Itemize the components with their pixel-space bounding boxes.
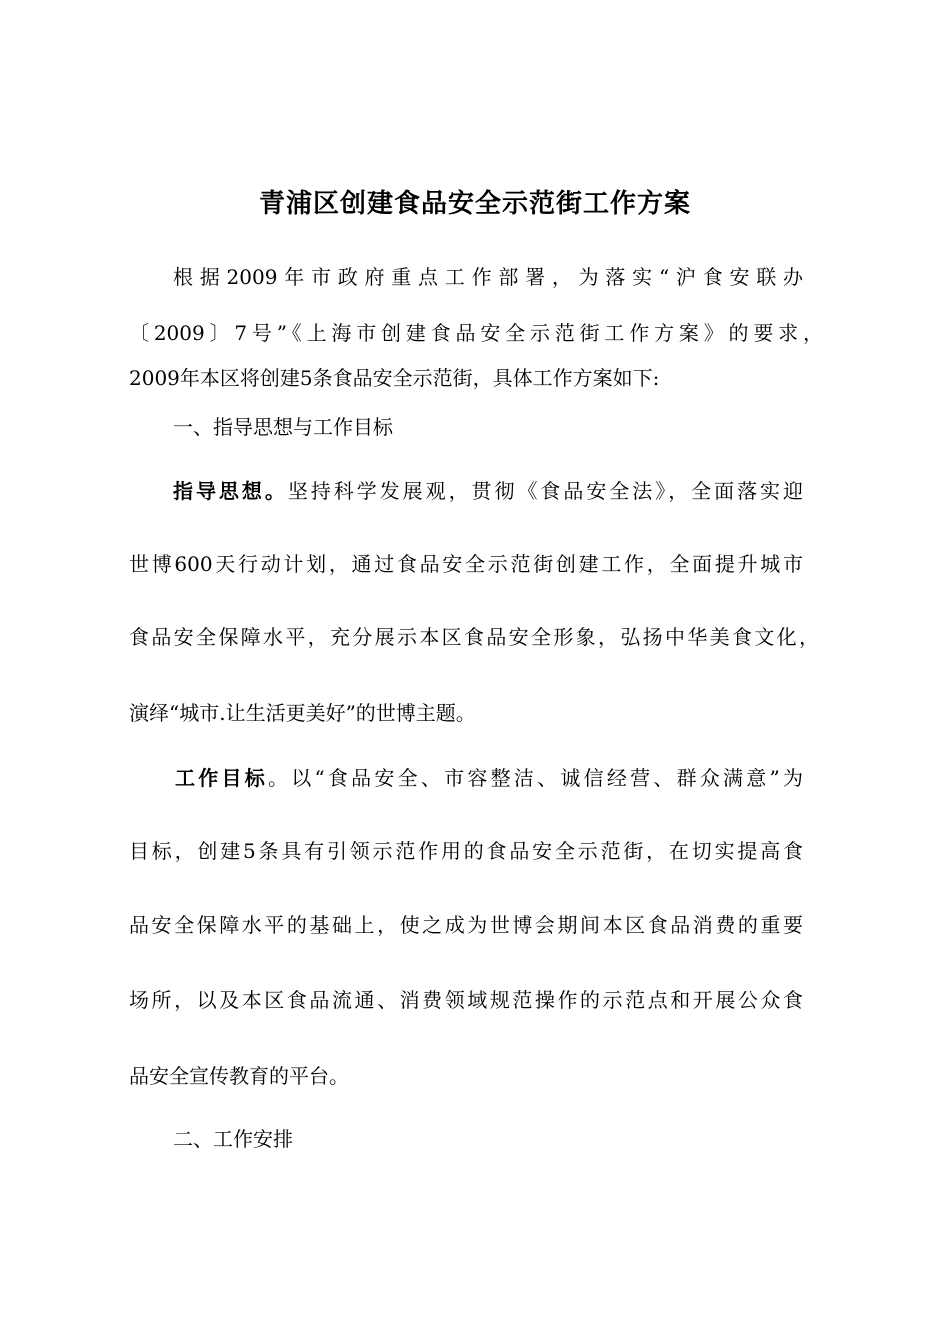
intro-line-2: 〔2009〕7号”《上海市创建食品安全示范街工作方案》的要求， [129,321,823,345]
goal-paragraph-line-4: 场所，以及本区食品流通、消费领域规范操作的示范点和开展公众食 [129,988,803,1012]
guiding-paragraph-line-4: 演绎“城市.让生活更美好”的世博主题。 [129,701,476,725]
goal-paragraph-line-5: 品安全宣传教育的平台。 [129,1064,349,1088]
goal-paragraph-line-1 [175,766,803,790]
guiding-paragraph-line-1 [173,479,803,503]
guiding-paragraph-line-3: 食品安全保障水平，充分展示本区食品安全形象，弘扬中华美食文化， [129,625,819,649]
section-1-heading: 一、指导思想与工作目标 [173,415,393,439]
guiding-line-1-text: 坚持科学发展观，贯彻《食品安全法》，全面落实迎 [287,479,804,503]
intro-line-1: 根据2009年市政府重点工作部署，为落实“沪食安联办 [173,265,803,289]
goal-paragraph-line-3: 品安全保障水平的基础上，使之成为世博会期间本区食品消费的重要 [129,913,803,937]
goal-lead: 工作目标 [175,766,268,790]
goal-line-1-text: 。以“食品安全、市容整洁、诚信经营、群众满意”为 [267,766,804,790]
guiding-lead: 指导思想。 [173,479,288,503]
guiding-paragraph-line-2: 世博600天行动计划，通过食品安全示范街创建工作，全面提升城市 [129,552,803,576]
goal-paragraph-line-2: 目标，创建5条具有引领示范作用的食品安全示范街，在切实提高食 [129,839,803,863]
intro-line-3: 2009年本区将创建5条食品安全示范街，具体工作方案如下: [129,366,660,390]
document-title: 青浦区创建食品安全示范街工作方案 [258,189,691,219]
section-2-heading: 二、工作安排 [173,1127,293,1151]
